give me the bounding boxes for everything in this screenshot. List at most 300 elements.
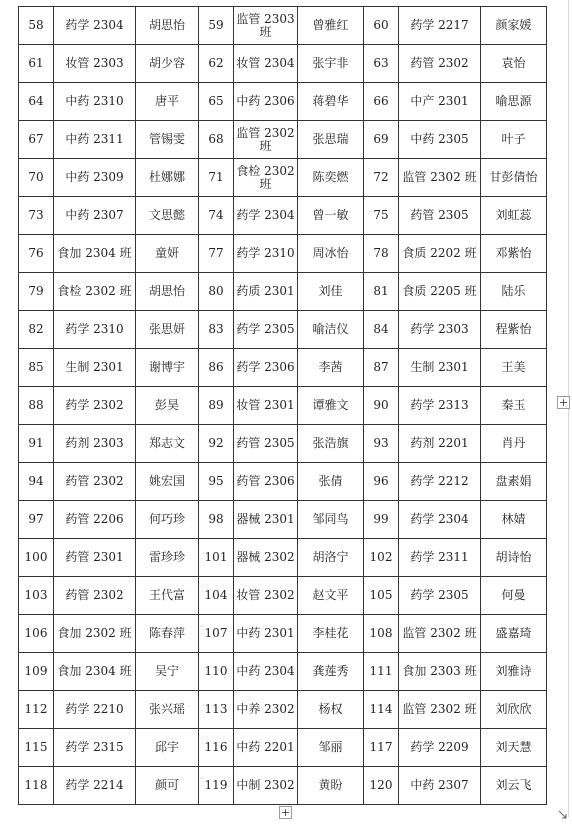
cell-text: 食检 2302 班 [236,163,295,191]
class-cell[interactable] [234,7,298,45]
name-cell[interactable] [481,691,547,729]
name-cell[interactable] [298,729,364,767]
cell-text: 刘天慧 [495,740,532,754]
seq-cell[interactable] [199,653,234,691]
name-cell[interactable] [298,349,364,387]
cell-text: 84 [373,322,389,336]
class-cell[interactable] [399,7,481,45]
class-cell[interactable] [399,653,481,691]
seq-cell[interactable] [199,539,234,577]
cell-text: 中药 2310 [65,94,124,108]
cell-text: 邹同鸟 [312,512,349,526]
class-cell[interactable] [54,197,136,235]
class-cell[interactable] [54,121,136,159]
cell-text: 药质 2301 [236,284,295,298]
cell-text: 陆乐 [501,284,526,298]
seq-cell[interactable] [199,767,234,805]
cell-text: 药学 2304 [65,18,124,32]
class-cell[interactable] [399,729,481,767]
name-cell[interactable] [136,729,199,767]
name-cell[interactable] [298,767,364,805]
seq-cell[interactable] [199,7,234,45]
cell-text: 中药 2201 [236,740,295,754]
cell-text: 药学 2217 [410,18,469,32]
cell-text: 颜可 [154,778,179,792]
cell-text: 监管 2303 班 [236,11,295,39]
cell-text: 监管 2302 班 [402,702,477,716]
cell-text: 100 [24,550,48,564]
class-cell[interactable] [399,311,481,349]
seq-cell[interactable] [364,273,399,311]
name-cell[interactable] [298,159,364,197]
cell-text: 童妍 [154,246,179,260]
cell-text: 药学 2313 [410,398,469,412]
seq-cell[interactable] [19,425,54,463]
name-cell[interactable] [481,729,547,767]
class-cell[interactable] [234,615,298,653]
cell-text: 监管 2302 班 [236,125,295,153]
seq-cell[interactable] [199,387,234,425]
class-cell[interactable] [399,83,481,121]
seq-cell[interactable] [199,615,234,653]
name-cell[interactable] [481,235,547,273]
class-cell[interactable] [399,539,481,577]
cell-text: 刘虹蕊 [495,208,532,222]
class-cell[interactable] [54,463,136,501]
class-cell[interactable] [54,767,136,805]
seq-cell[interactable] [199,501,234,539]
class-cell[interactable] [54,45,136,83]
name-cell[interactable] [481,311,547,349]
seq-cell[interactable] [364,197,399,235]
class-cell[interactable] [234,425,298,463]
cell-text: 蒋碧华 [312,94,349,108]
name-cell[interactable] [136,235,199,273]
seq-cell[interactable] [199,235,234,273]
seq-cell[interactable] [19,349,54,387]
name-cell[interactable] [298,197,364,235]
cell-text: 何巧珍 [148,512,185,526]
class-cell[interactable] [234,235,298,273]
seq-cell[interactable] [19,311,54,349]
class-cell[interactable] [399,501,481,539]
cell-text: 药学 2214 [65,778,124,792]
cell-text: 中药 2307 [65,208,124,222]
name-cell[interactable] [136,349,199,387]
cell-text: 药学 2304 [236,208,295,222]
cell-text: 颜家媛 [495,18,532,32]
table-row [19,349,547,387]
class-cell[interactable] [54,425,136,463]
seq-cell[interactable] [364,729,399,767]
class-cell[interactable] [54,577,136,615]
cell-text: 中药 2304 [236,664,295,678]
name-cell[interactable] [298,121,364,159]
cell-text: 食加 2302 班 [57,626,132,640]
name-cell[interactable] [298,45,364,83]
seq-cell[interactable] [19,767,54,805]
cell-text: 甘彭倩怡 [489,170,538,184]
cell-text: 117 [369,740,393,754]
seq-cell[interactable] [364,539,399,577]
student-table [18,6,547,805]
class-cell[interactable] [234,159,298,197]
seq-cell[interactable] [364,7,399,45]
class-cell[interactable] [399,615,481,653]
name-cell[interactable] [298,577,364,615]
add-column-button[interactable]: + [558,396,569,409]
name-cell[interactable] [136,311,199,349]
name-cell[interactable] [136,197,199,235]
class-cell[interactable] [54,729,136,767]
seq-cell[interactable] [19,7,54,45]
seq-cell[interactable] [364,83,399,121]
name-cell[interactable] [481,121,547,159]
class-cell[interactable] [54,235,136,273]
class-cell[interactable] [234,653,298,691]
table-row [19,235,547,273]
seq-cell[interactable] [199,349,234,387]
class-cell[interactable] [399,387,481,425]
name-cell[interactable] [136,463,199,501]
cell-text: 88 [28,398,44,412]
cell-text: 胡少容 [148,56,185,70]
name-cell[interactable] [298,653,364,691]
name-cell[interactable] [136,539,199,577]
name-cell[interactable] [481,197,547,235]
cell-text: 食加 2304 班 [57,664,132,678]
cell-text: 药学 2305 [410,588,469,602]
cell-text: 65 [208,94,224,108]
table-row [19,159,547,197]
class-cell[interactable] [399,159,481,197]
name-cell[interactable] [298,7,364,45]
cell-text: 77 [208,246,224,260]
seq-cell[interactable] [199,691,234,729]
class-cell[interactable] [234,691,298,729]
seq-cell[interactable] [19,45,54,83]
name-cell[interactable] [298,691,364,729]
cell-text: 63 [373,56,389,70]
cell-text: 食加 2303 班 [402,664,477,678]
seq-cell[interactable] [19,615,54,653]
cell-text: 86 [208,360,224,374]
class-cell[interactable] [399,767,481,805]
name-cell[interactable] [136,501,199,539]
name-cell[interactable] [136,577,199,615]
class-cell[interactable] [54,273,136,311]
cell-text: 王代富 [148,588,185,602]
class-cell[interactable] [234,121,298,159]
class-cell[interactable] [54,159,136,197]
cell-text: 67 [28,132,44,146]
cell-text: 喻洁仪 [312,322,349,336]
cell-text: 112 [24,702,48,716]
cell-text: 姚宏国 [148,474,185,488]
cell-text: 药管 2305 [410,208,469,222]
class-cell[interactable] [234,767,298,805]
cell-text: 115 [24,740,48,754]
cell-text: 妆管 2301 [236,398,295,412]
cell-text: 药学 2315 [65,740,124,754]
name-cell[interactable] [481,463,547,501]
class-cell[interactable] [234,539,298,577]
cell-text: 72 [373,170,389,184]
table-row [19,691,547,729]
class-cell[interactable] [54,539,136,577]
cell-text: 中制 2302 [236,778,295,792]
seq-cell[interactable] [19,539,54,577]
seq-cell[interactable] [19,197,54,235]
name-cell[interactable] [136,425,199,463]
seq-cell[interactable] [199,577,234,615]
class-cell[interactable] [399,463,481,501]
name-cell[interactable] [481,615,547,653]
seq-cell[interactable] [364,159,399,197]
cell-text: 张兴瑶 [148,702,185,716]
name-cell[interactable] [136,7,199,45]
cell-text: 秦玉 [501,398,526,412]
seq-cell[interactable] [199,121,234,159]
cell-text: 食检 2302 班 [57,284,132,298]
cell-text: 71 [208,170,224,184]
seq-cell[interactable] [19,653,54,691]
cell-text: 药学 2303 [410,322,469,336]
seq-cell[interactable] [19,83,54,121]
seq-cell[interactable] [364,615,399,653]
name-cell[interactable] [298,235,364,273]
seq-cell[interactable] [364,349,399,387]
cell-text: 80 [208,284,224,298]
name-cell[interactable] [136,615,199,653]
cell-text: 李茜 [318,360,343,374]
table-row [19,615,547,653]
cell-text: 生制 2301 [65,360,124,374]
cell-text: 79 [28,284,44,298]
cell-text: 监管 2302 班 [402,170,477,184]
seq-cell[interactable] [364,501,399,539]
name-cell[interactable] [298,273,364,311]
name-cell[interactable] [481,159,547,197]
cell-text: 89 [208,398,224,412]
cell-text: 93 [373,436,389,450]
seq-cell[interactable] [19,577,54,615]
name-cell[interactable] [481,425,547,463]
class-cell[interactable] [54,691,136,729]
table-row [19,501,547,539]
seq-cell[interactable] [364,387,399,425]
seq-cell[interactable] [364,691,399,729]
class-cell[interactable] [54,311,136,349]
name-cell[interactable] [298,615,364,653]
class-cell[interactable] [54,501,136,539]
seq-cell[interactable] [19,463,54,501]
class-cell[interactable] [399,45,481,83]
name-cell[interactable] [136,45,199,83]
cell-text: 95 [208,474,224,488]
cell-text: 78 [373,246,389,260]
seq-cell[interactable] [364,463,399,501]
seq-cell[interactable] [364,653,399,691]
name-cell[interactable] [481,387,547,425]
name-cell[interactable] [136,121,199,159]
name-cell[interactable] [136,387,199,425]
name-cell[interactable] [481,45,547,83]
name-cell[interactable] [481,577,547,615]
seq-cell[interactable] [364,45,399,83]
table-row [19,311,547,349]
class-cell[interactable] [234,577,298,615]
class-cell[interactable] [399,273,481,311]
cell-text: 104 [204,588,228,602]
class-cell[interactable] [399,235,481,273]
cell-text: 药学 2310 [236,246,295,260]
cell-text: 刘雅诗 [495,664,532,678]
seq-cell[interactable] [364,121,399,159]
class-cell[interactable] [234,729,298,767]
cell-text: 赵文平 [312,588,349,602]
class-cell[interactable] [234,463,298,501]
name-cell[interactable] [298,425,364,463]
class-cell[interactable] [54,349,136,387]
class-cell[interactable] [54,387,136,425]
seq-cell[interactable] [19,729,54,767]
name-cell[interactable] [481,539,547,577]
name-cell[interactable] [136,83,199,121]
cell-text: 116 [204,740,228,754]
seq-cell[interactable] [19,235,54,273]
class-cell[interactable] [234,273,298,311]
class-cell[interactable] [399,577,481,615]
class-cell[interactable] [399,691,481,729]
cell-text: 药管 2305 [236,436,295,450]
seq-cell[interactable] [19,121,54,159]
cell-text: 邱宇 [154,740,179,754]
table-row [19,653,547,691]
resize-handle-icon[interactable] [558,805,568,815]
name-cell[interactable] [481,501,547,539]
cell-text: 58 [28,18,44,32]
name-cell[interactable] [298,463,364,501]
name-cell[interactable] [136,691,199,729]
cell-text: 70 [28,170,44,184]
cell-text: 81 [373,284,389,298]
cell-text: 98 [208,512,224,526]
name-cell[interactable] [481,653,547,691]
class-cell[interactable] [54,83,136,121]
seq-cell[interactable] [364,235,399,273]
table-row [19,7,547,45]
seq-cell[interactable] [364,577,399,615]
cell-text: 胡诗怡 [495,550,532,564]
cell-text: 张思瑞 [312,132,349,146]
cell-text: 60 [373,18,389,32]
seq-cell[interactable] [199,83,234,121]
seq-cell[interactable] [199,45,234,83]
class-cell[interactable] [54,7,136,45]
seq-cell[interactable] [199,463,234,501]
name-cell[interactable] [481,83,547,121]
seq-cell[interactable] [19,273,54,311]
name-cell[interactable] [481,7,547,45]
seq-cell[interactable] [19,691,54,729]
cell-text: 药学 2212 [410,474,469,488]
cell-text: 邓紫怡 [495,246,532,260]
seq-cell[interactable] [364,767,399,805]
class-cell[interactable] [399,121,481,159]
class-cell[interactable] [399,349,481,387]
cell-text: 97 [28,512,44,526]
class-cell[interactable] [54,615,136,653]
cell-text: 生制 2301 [410,360,469,374]
class-cell[interactable] [234,311,298,349]
class-cell[interactable] [234,83,298,121]
cell-text: 73 [28,208,44,222]
cell-text: 妆管 2302 [236,588,295,602]
cell-text: 94 [28,474,44,488]
name-cell[interactable] [136,159,199,197]
seq-cell[interactable] [19,501,54,539]
seq-cell[interactable] [199,311,234,349]
cell-text: 管锡雯 [148,132,185,146]
seq-cell[interactable] [199,159,234,197]
class-cell[interactable] [399,425,481,463]
cell-text: 113 [204,702,228,716]
cell-text: 文思懿 [148,208,185,222]
seq-cell[interactable] [364,311,399,349]
class-cell[interactable] [234,387,298,425]
cell-text: 袁怡 [501,56,526,70]
table-row [19,577,547,615]
name-cell[interactable] [481,273,547,311]
cell-text: 87 [373,360,389,374]
seq-cell[interactable] [19,159,54,197]
seq-cell[interactable] [199,425,234,463]
name-cell[interactable] [136,273,199,311]
class-cell[interactable] [234,45,298,83]
cell-text: 药学 2304 [410,512,469,526]
name-cell[interactable] [298,539,364,577]
name-cell[interactable] [481,349,547,387]
seq-cell[interactable] [199,197,234,235]
name-cell[interactable] [136,653,199,691]
class-cell[interactable] [54,653,136,691]
add-row-button[interactable]: + [280,806,291,819]
cell-text: 91 [28,436,44,450]
class-cell[interactable] [234,197,298,235]
name-cell[interactable] [298,311,364,349]
seq-cell[interactable] [199,729,234,767]
name-cell[interactable] [136,767,199,805]
table-row [19,121,547,159]
name-cell[interactable] [298,83,364,121]
cell-text: 中药 2309 [65,170,124,184]
seq-cell[interactable] [199,273,234,311]
seq-cell[interactable] [364,425,399,463]
cell-text: 99 [373,512,389,526]
cell-text: 105 [369,588,393,602]
cell-text: 66 [373,94,389,108]
class-cell[interactable] [399,197,481,235]
cell-text: 盘素娟 [495,474,532,488]
cell-text: 118 [24,778,48,792]
name-cell[interactable] [298,501,364,539]
class-cell[interactable] [234,501,298,539]
class-cell[interactable] [234,349,298,387]
name-cell[interactable] [481,767,547,805]
name-cell[interactable] [298,387,364,425]
seq-cell[interactable] [19,387,54,425]
